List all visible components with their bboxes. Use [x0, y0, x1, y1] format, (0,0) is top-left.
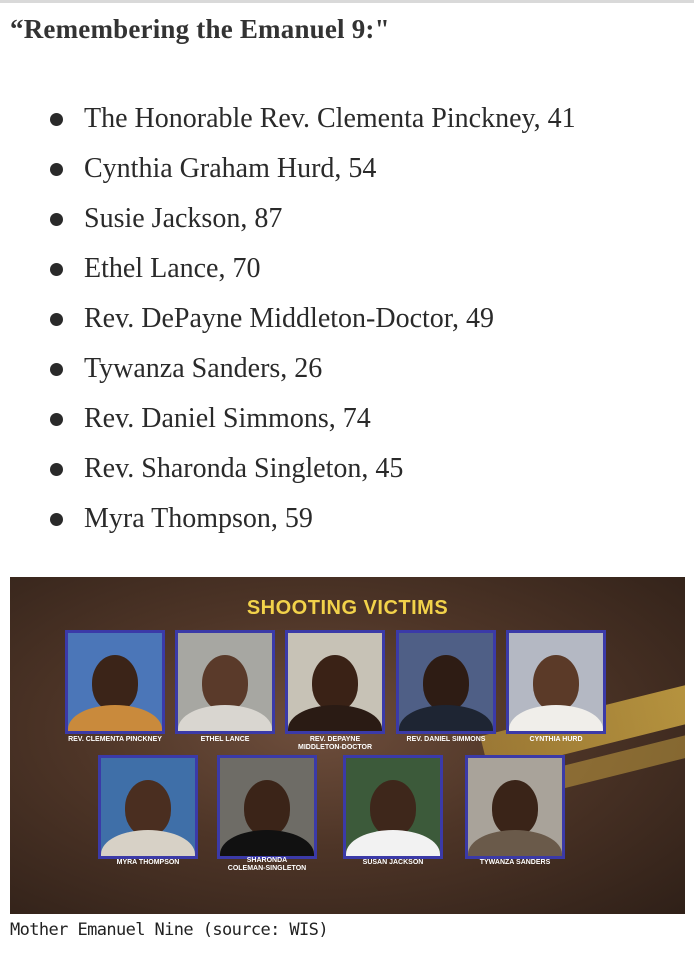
- portrait-simmons: [396, 630, 496, 734]
- list-item: Rev. Daniel Simmons, 74: [46, 400, 576, 450]
- photo-title: SHOOTING VICTIMS: [246, 597, 449, 619]
- portrait-label: SUSAN JACKSON: [362, 859, 424, 866]
- portrait-sanders: [465, 755, 565, 859]
- portrait-label: SHARONDA COLEMAN-SINGLETON: [227, 857, 307, 872]
- victim-list: [46, 100, 576, 550]
- portrait-label: TYWANZA SANDERS: [479, 859, 551, 866]
- portrait-middleton-doctor: [285, 630, 385, 734]
- portrait-lance: [175, 630, 275, 734]
- portrait-label: MYRA THOMPSON: [116, 859, 180, 866]
- list-item: Tywanza Sanders, 26: [46, 350, 576, 400]
- portrait-coleman-singleton: [217, 755, 317, 859]
- page-heading: “Remembering the Emanuel 9:": [10, 14, 390, 44]
- list-item: The Honorable Rev. Clementa Pinckney, 41: [46, 100, 576, 150]
- list-item: Rev. DePayne Middleton-Doctor, 49: [46, 300, 576, 350]
- portrait-hurd: [506, 630, 606, 734]
- list-item: Myra Thompson, 59: [46, 500, 576, 550]
- portrait-label: REV. DEPAYNE MIDDLETON-DOCTOR: [297, 736, 373, 751]
- list-item: Cynthia Graham Hurd, 54: [46, 150, 576, 200]
- portrait-label: REV. DANIEL SIMMONS: [406, 736, 486, 743]
- portrait-label: CYNTHIA HURD: [529, 736, 583, 743]
- list-item: Rev. Sharonda Singleton, 45: [46, 450, 576, 500]
- portrait-jackson: [343, 755, 443, 859]
- top-divider: [0, 0, 694, 3]
- list-item: Susie Jackson, 87: [46, 200, 576, 250]
- list-item: Ethel Lance, 70: [46, 250, 576, 300]
- portrait-pinckney: [65, 630, 165, 734]
- portrait-thompson: [98, 755, 198, 859]
- portrait-label: REV. CLEMENTA PINCKNEY: [68, 736, 162, 743]
- photo-caption: Mother Emanuel Nine (source: WIS): [10, 920, 328, 940]
- victims-photo: [10, 577, 685, 914]
- portrait-label: ETHEL LANCE: [200, 736, 250, 743]
